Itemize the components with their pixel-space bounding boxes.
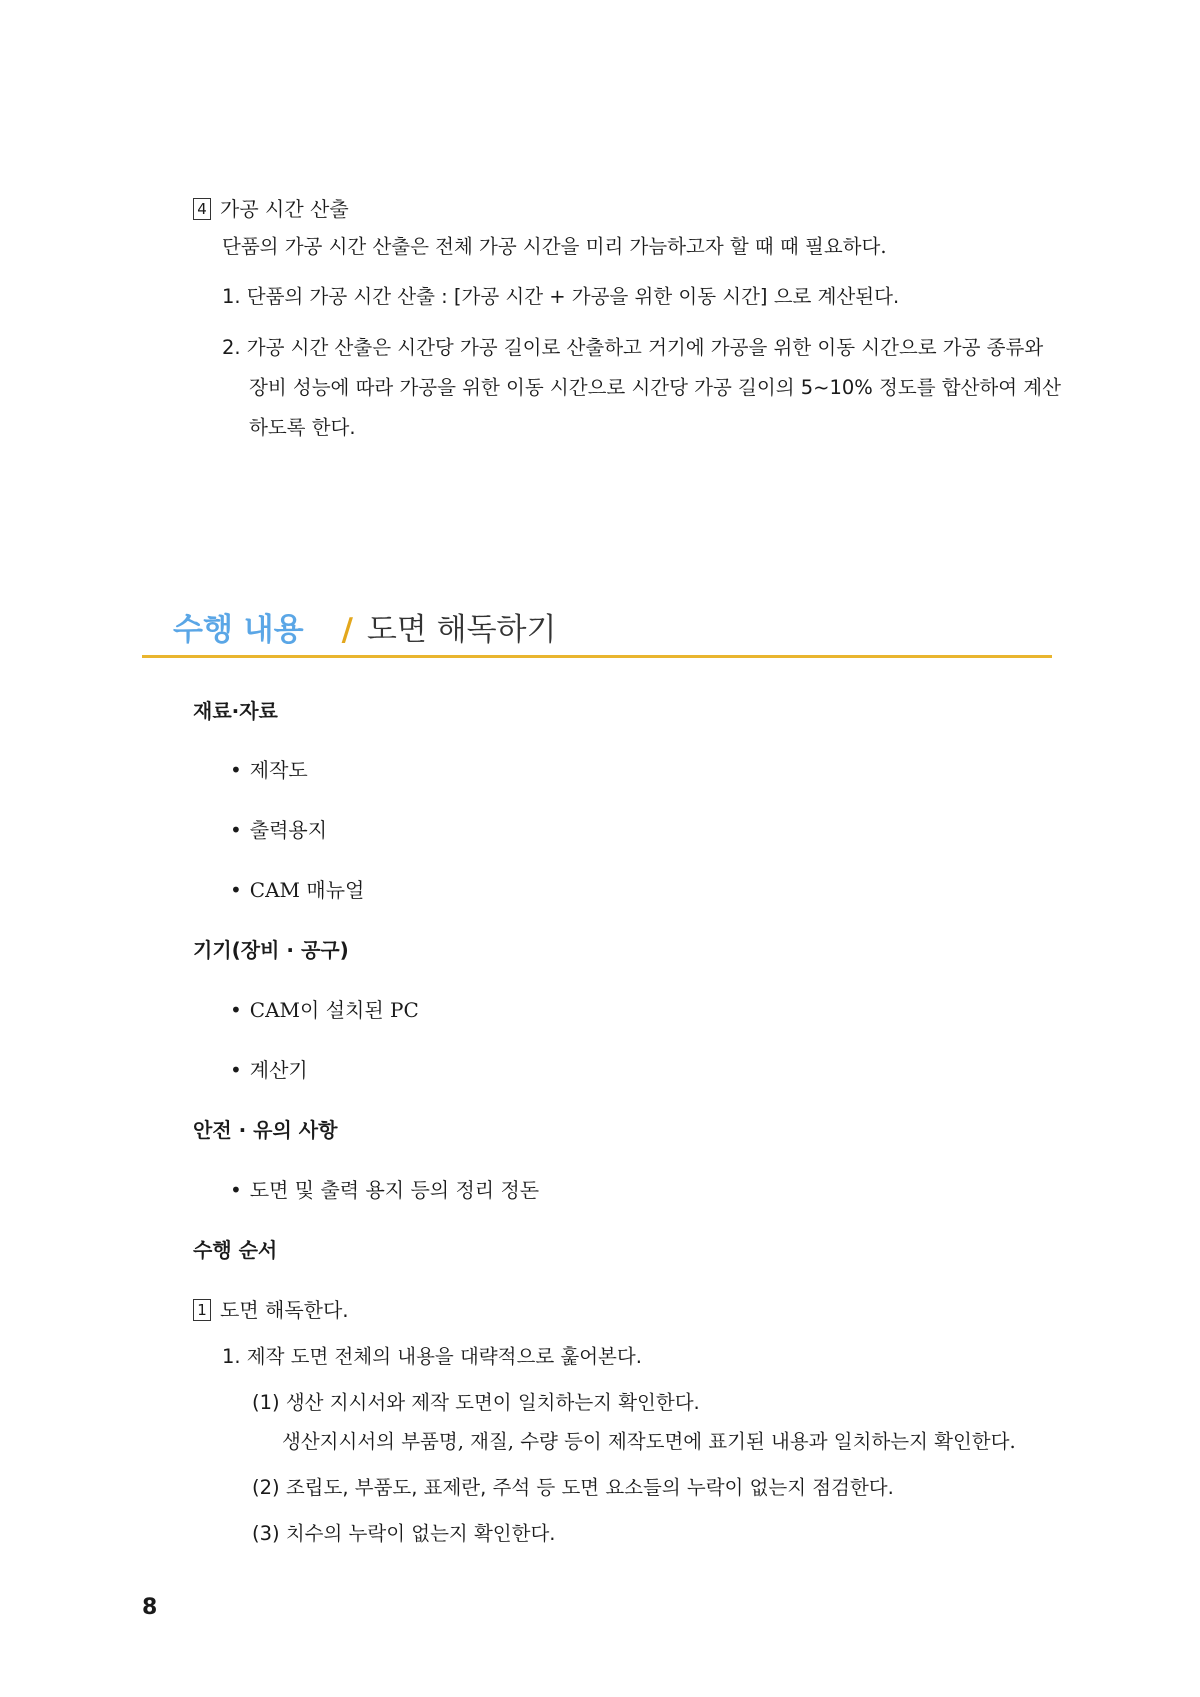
safety-title: 안전 · 유의 사항 (193, 1118, 338, 1142)
equipment-title: 기기(장비 · 공구) (193, 938, 349, 962)
procedure-step-1 (193, 1294, 349, 1323)
procedure-point-2: (2) 조립도, 부품도, 표제란, 주석 등 도면 요소들의 누락이 없는지 점검한다. (252, 1476, 894, 1499)
section-4-item-2-line-1: 2. 가공 시간 산출은 시간당 가공 길이로 산출하고 거기에 가공을 위한 이동 시간으로 가공 종류와 (222, 336, 1044, 359)
bullet-icon: • (230, 1178, 242, 1202)
page-number: 8 (142, 1595, 158, 1620)
procedure-title: 수행 순서 (193, 1238, 278, 1262)
list-item: • CAM이 설치된 PC (230, 998, 419, 1022)
procedure-point-1-detail: 생산지시서의 부품명, 재질, 수량 등이 제작도면에 표기된 내용과 일치하는지 확인한다. (282, 1430, 1016, 1453)
procedure-sub-1: 1. 제작 도면 전체의 내용을 대략적으로 훑어본다. (222, 1345, 642, 1368)
section-4-item-1: 1. 단품의 가공 시간 산출 : [가공 시간 + 가공을 위한 이동 시간] 으로 계산된다. (222, 285, 900, 308)
heading-slash: / (341, 612, 353, 648)
materials-title: 재료·자료 (193, 699, 278, 723)
list-item: • 제작도 (230, 758, 308, 782)
step-title-text: 도면 해독한다. (220, 1298, 349, 1322)
heading-title: 도면 해독하기 (366, 612, 557, 648)
list-item: • CAM 매뉴얼 (230, 878, 365, 902)
list-item: • 계산기 (230, 1058, 308, 1082)
section-heading (173, 604, 556, 649)
bullet-icon: • (230, 998, 242, 1022)
bullet-icon: • (230, 818, 242, 842)
step-number-box: 1 (193, 1299, 211, 1321)
bullet-icon: • (230, 758, 242, 782)
section-4-title (193, 193, 349, 222)
section-number-box: 4 (193, 198, 211, 220)
procedure-point-3: (3) 치수의 누락이 없는지 확인한다. (252, 1522, 556, 1545)
bullet-icon: • (230, 878, 242, 902)
bullet-icon: • (230, 1058, 242, 1082)
section-title-text: 가공 시간 산출 (220, 197, 349, 221)
procedure-point-1: (1) 생산 지시서와 제작 도면이 일치하는지 확인한다. (252, 1391, 700, 1414)
list-item: • 출력용지 (230, 818, 328, 842)
heading-label: 수행 내용 (173, 612, 304, 648)
heading-underline (142, 655, 1052, 658)
section-4-item-2-line-3: 하도록 한다. (249, 416, 356, 439)
list-item: • 도면 및 출력 용지 등의 정리 정돈 (230, 1178, 540, 1202)
section-4-intro: 단품의 가공 시간 산출은 전체 가공 시간을 미리 가늠하고자 할 때 때 필요하다. (222, 235, 887, 258)
section-4-item-2-line-2: 장비 성능에 따라 가공을 위한 이동 시간으로 시간당 가공 길이의 5~10% 정도를 합산하여 계산 (249, 376, 1061, 399)
